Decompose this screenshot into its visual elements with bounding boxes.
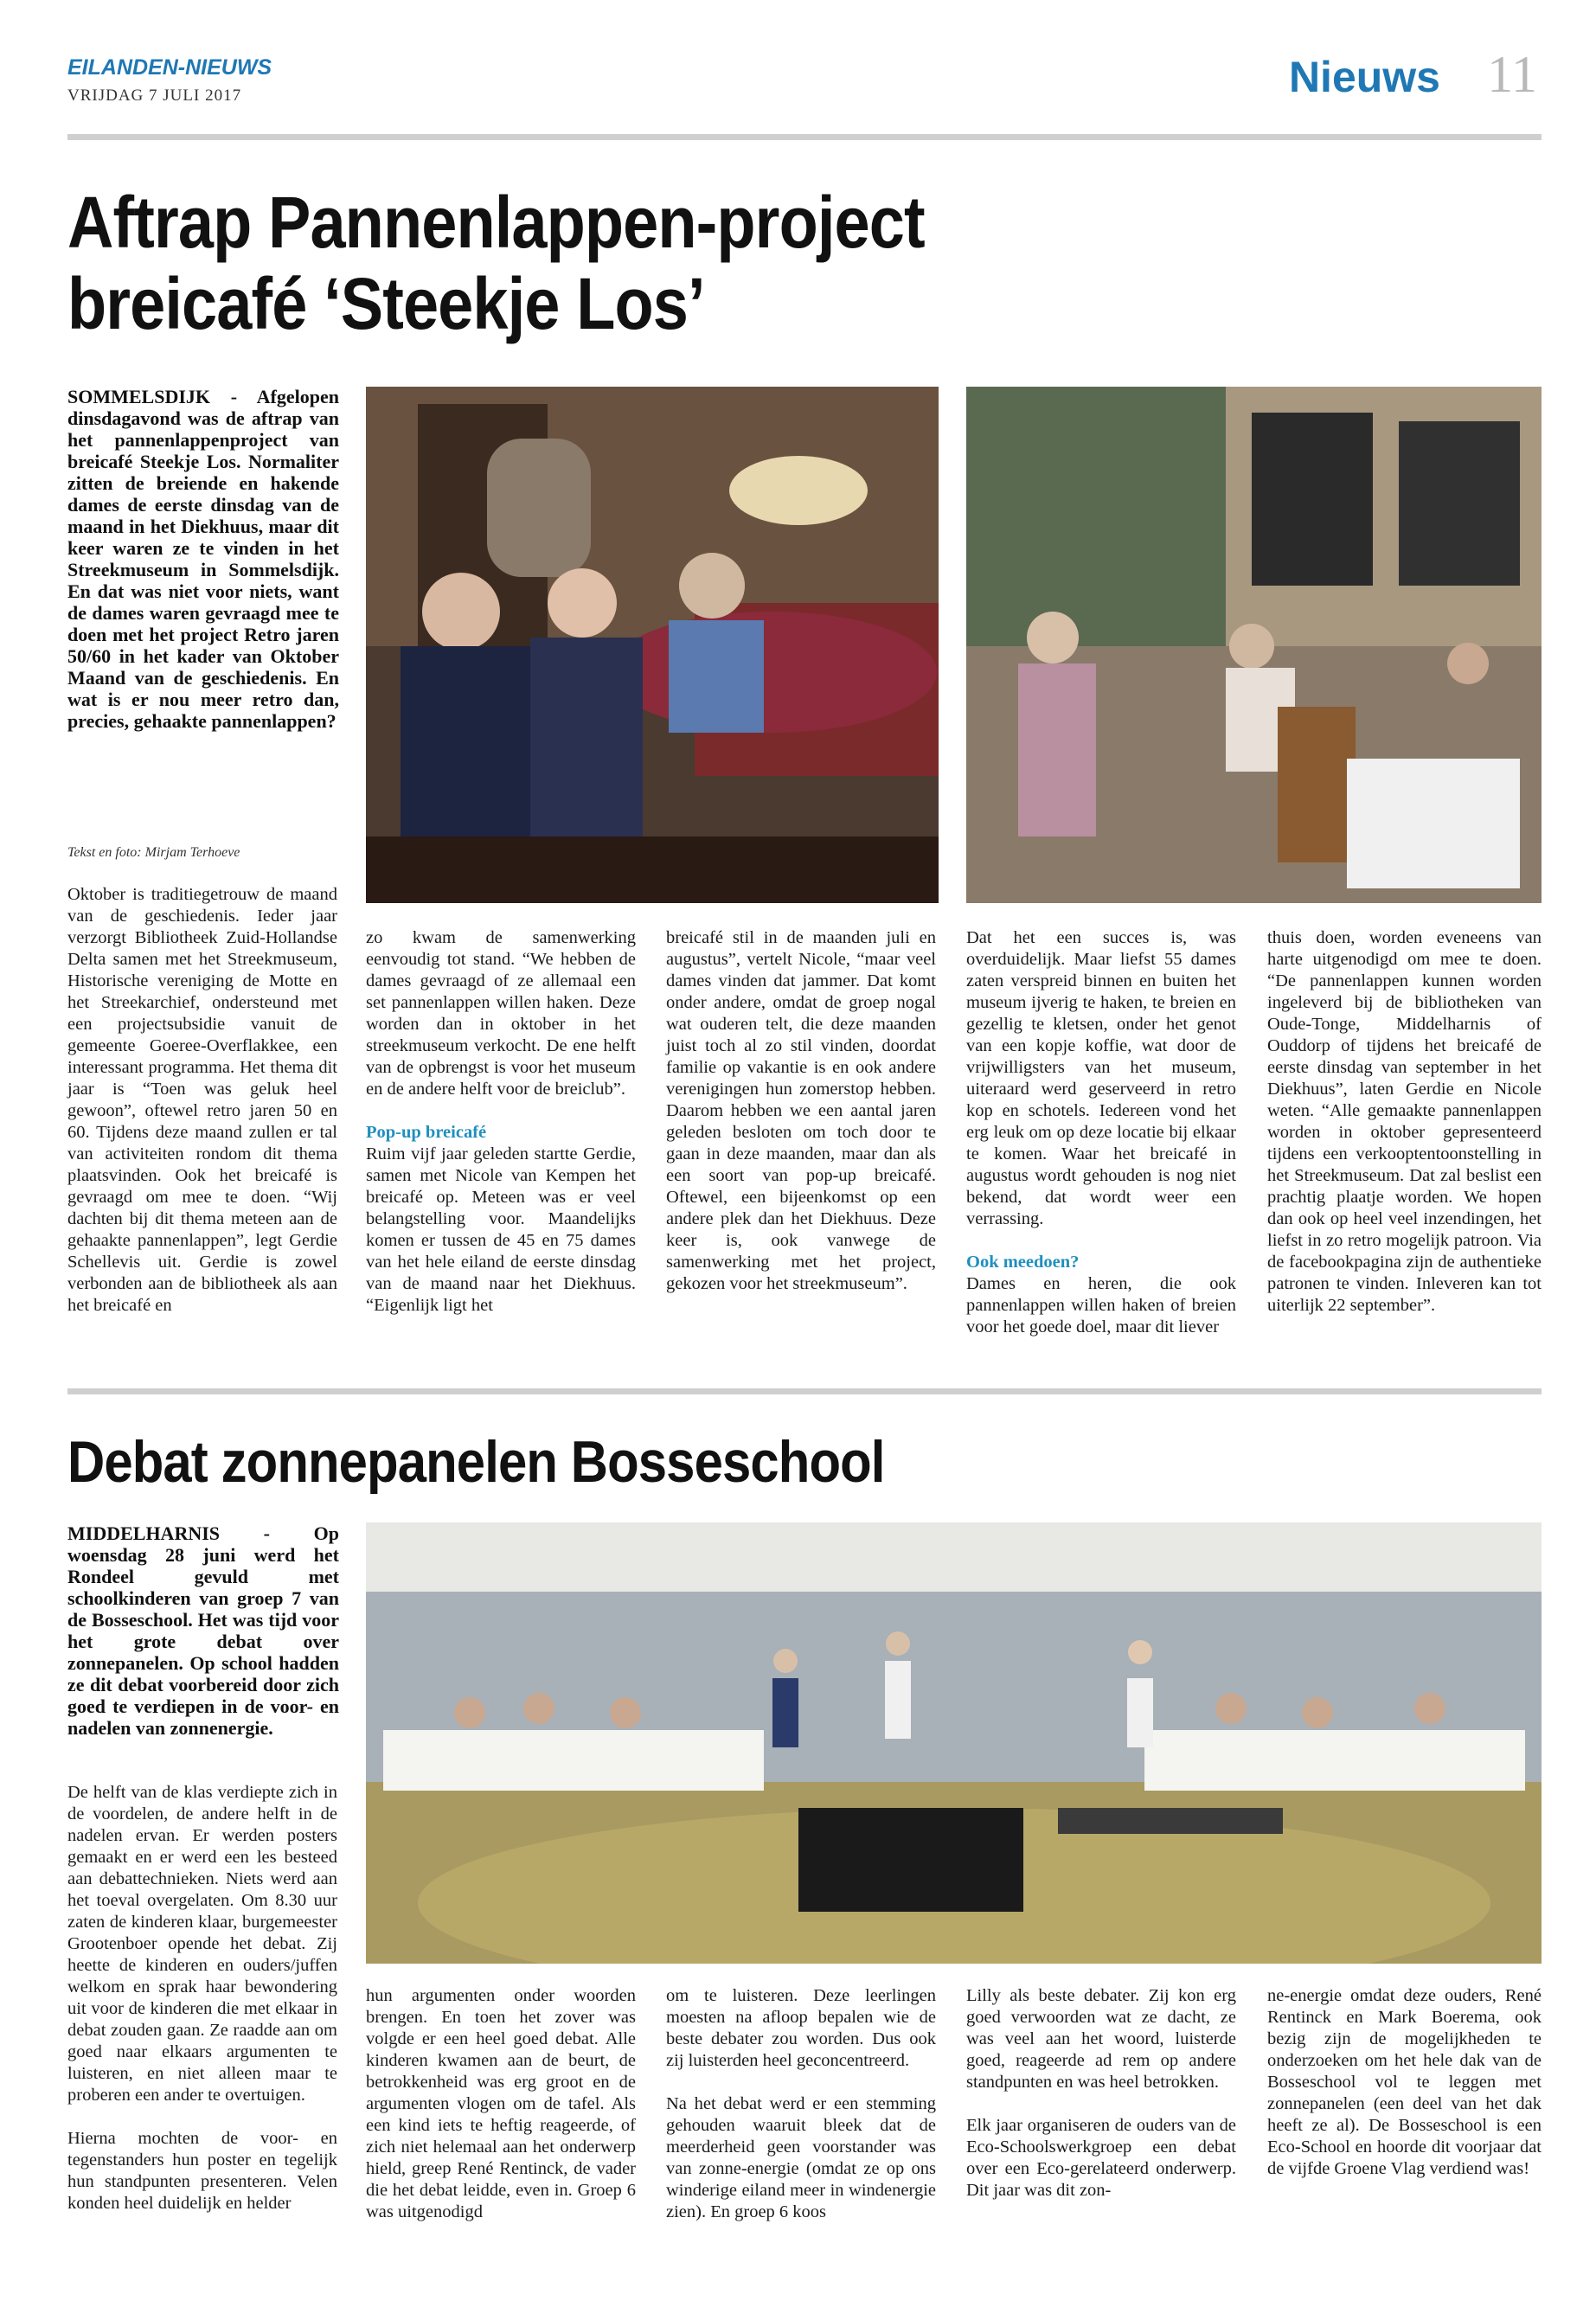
article2-lead: MIDDELHARNIS - Op woensdag 28 juni werd het Rondeel gevuld met schoolkinderen van groep 7 van de Bosseschool. Het was tijd voor het grote debat over zonnepanelen. Op school hadden ze dit debat voorbereid door zich goed te verdiepen in de voor- en nadelen van zonnenergie. — [67, 1522, 339, 1739]
article2-col3-text-b: Na het debat werd er een stemming gehouden waaruit bleek dat de meerderheid geen voorstander was van zonne-energie (omdat ze op ons winderige eiland meer in windenergie zien). En groep 6 koos — [666, 2094, 936, 2221]
article1-col1-text: Oktober is traditiegetrouw de maand van de geschiedenis. Ieder jaar verzorgt Bibliotheek Zuid-Hollandse Delta samen met het Streekmuseum, Historische vereniging de Motte en het Streekarchief, ondersteund met een projectsubsidie vanuit de gemeente Goeree-Overflakkee, een interessant programma. Het thema dit jaar is “Toen was geluk heel gewoon”, oftewel retro jaren 50 en 60. Tijdens deze maand zullen er tal van activiteiten rondom dit thema plaatsvinden. Ook het breicafé is gevraagd om mee te doen. “Wij dachten bij dit thema meteen aan de gehaakte pannenlappen”, legt Gerdie Schellevis uit. Gerdie is zowel verbonden aan de bibliotheek als aan het breicafé en — [67, 885, 337, 1315]
header-rule — [67, 134, 1542, 140]
article1-column-3 — [666, 927, 936, 1317]
article2-headline: Debat zonnepanelen Bosseschool — [67, 1429, 885, 1495]
article1-col3-text: breicafé stil in de maanden juli en augustus”, vertelt Nicole, “maar veel dames vinden dat jammer. Dat komt onder andere, omdat de groep nogal wat ouderen telt, die deze maanden juist toch al zo stil vinden, doordat familie op vakantie is en ook andere verenigingen hun zomerstop hebben. Daarom hebben we een aantal jaren geleden besloten om toch door te gaan in deze maanden, maar dan als een soort van pop-up breicafé. Oftewel, een bijeenkomst op een andere plek dan het Diekhuus. Deze keer is, ook vanwege de samenwerking met het project, gekozen voor het streekmuseum”. — [666, 928, 936, 1293]
issue-date: VRIJDAG 7 JULI 2017 — [67, 87, 242, 105]
article2-column-5 — [1267, 1985, 1542, 2202]
article2-column-2 — [366, 1985, 636, 2245]
article1-headline — [67, 182, 925, 344]
article2-col4-text-b: Elk jaar organiseren de ouders van de Eco-Schoolswerkgroep een debat over een Eco-gerelateerd onderwerp. Dit jaar was dit zon- — [966, 2116, 1236, 2200]
article1-col5-text: thuis doen, worden eveneens van harte uitgenodigd om mee te doen. “De pannenlappen kunnen worden ingeleverd bij de bibliotheken van Oude-Tonge, Middelharnis of Ouddorp of tijdens het breicafé de eerste dinsdag van september in het Diekhuus”, laten Gerdie en Nicole weten. “Alle gemaakte pannenlappen worden in oktober gepresenteerd tijdens een verkooptentoonstelling in het Streekmuseum. Dat zal beslist een prachtig plaatje worden. We hopen dan ook op heel veel inzendingen, het liefst in zo retro mogelijk patroon. Via de facebookpagina zijn de authentieke patronen te vinden. Inleveren kan tot uiterlijk 22 september”. — [1267, 928, 1542, 1315]
article1-col2-text-a: zo kwam de samenwerking eenvoudig tot stand. “We hebben de dames gevraagd of ze allemaal een set pannenlappen willen haken. Deze worden dan in oktober in het streekmuseum verkocht. De ene helft van de opbrengst is voor het museum en de andere helft voor de breiclub”. — [366, 928, 636, 1099]
article1-column-5 — [1267, 927, 1542, 1338]
article2-col4-text-a: Lilly als beste debater. Zij kon erg goed verwoorden wat ze dacht, ze was veel aan het woord, luisterde goed, reageerde ad rem op andere standpunten en was heel betrokken. — [966, 1986, 1236, 2092]
photo-debate — [366, 1522, 1542, 1964]
article-divider — [67, 1388, 1542, 1394]
photo-museum-interior — [366, 387, 939, 903]
article2-column-1 — [67, 1782, 337, 2236]
subhead-ook-meedoen: Ook meedoen? — [966, 1253, 1080, 1272]
photo-credit: Tekst en foto: Mirjam Terhoeve — [67, 845, 240, 860]
article1-col4-text-b: Dames en heren, die ook pannenlappen willen haken of breien voor het goede doel, maar dit liever — [966, 1274, 1236, 1336]
photo1-image — [366, 387, 939, 903]
article1-col4-text-a: Dat het een succes is, was overduidelijk. Maar liefst 55 dames zaten verspreid binnen en buiten het museum ijverig te haken, te breien en gezellig te kletsen, onder het genot van een kopje koffie, wat door de vrijwilligsters van het museum, uiteraard werd geserveerd in retro kop en schotels. Iedereen vond het erg leuk om op deze locatie bij elkaar te komen. Waar het breicafé in augustus wordt gehouden is nog niet bekend, dat wordt weer een verrassing. — [966, 928, 1236, 1228]
subhead-popup-breicafe: Pop-up breicafé — [366, 1123, 487, 1142]
article1-col2-text-b: Ruim vijf jaar geleden startte Gerdie, samen met Nicole van Kempen het breicafé op. Meteen was er veel belangstelling voor. Maandelijks komen er tussen de 45 en 75 dames van het hele eiland de eerste dinsdag van de maand naar het Diekhuus. “Eigenlijk ligt het — [366, 1144, 636, 1315]
masthead-logo: EILANDEN-NIEUWS — [67, 55, 272, 80]
article1-column-2 — [366, 927, 636, 1338]
photo3-image — [366, 1522, 1542, 1964]
article2-col1-text-a: De helft van de klas verdiepte zich in de voordelen, de andere helft in de nadelen ervan. Er werden posters gemaakt en er werd een les besteed aan debattechnieken. Niets werd aan het toeval overgelaten. Om 8.30 uur zaten de kinderen klaar, burgemeester Grootenboer opende het debat. Zij heette de kinderen en ouders/juffen welkom en sprak haar bewondering uit voor de kinderen die met elkaar in debat zouden gaan. Ze raadde aan om goed naar elkaars argumenten te luisteren, en niet alleen maar te proberen een ander te overtuigen. — [67, 1783, 337, 2105]
article2-col5-text: ne-energie omdat deze ouders, René Rentinck en Mark Boerema, ook bezig zijn de mogelijkheden te onderzoeken om het hele dak van de Bosseschool vol te leggen met zonnepanelen (een deel van het dak heeft ze al). De Bosseschool is een Eco-School en hoorde dit voorjaar dat de vijfde Groene Vlag verdiend was! — [1267, 1986, 1542, 2178]
page-number: 11 — [1487, 46, 1537, 103]
article2-col3-text-a: om te luisteren. Deze leerlingen moesten na afloop bepalen wie de beste debater zou worden. Dus ook zij luisterden heel geconcentreerd. — [666, 1986, 936, 2070]
article2-column-3 — [666, 1985, 936, 2245]
photo-courtyard — [966, 387, 1542, 903]
article1-column-4 — [966, 927, 1236, 1360]
photo2-image — [966, 387, 1542, 903]
article2-column-4 — [966, 1985, 1236, 2223]
headline-line-1: Aftrap Pannenlappen-project — [67, 182, 925, 263]
headline-line-2: breicafé ‘Steekje Los’ — [67, 263, 705, 344]
article1-column-1 — [67, 884, 337, 1338]
article2-col1-text-b: Hierna mochten de voor- en tegenstanders hun poster en tegelijk hun standpunten presenteren. Velen konden heel duidelijk en helder — [67, 2129, 337, 2213]
article1-lead: SOMMELSDIJK - Afgelopen dinsdagavond was de aftrap van het pannenlappenproject van breicafé Steekje Los. Normaliter zitten de breiende en hakende dames de eerste dinsdag van de maand in het Diekhuus, maar dit keer waren ze te vinden in het Streekmuseum in Sommelsdijk. En dat was niet voor niets, want de dames waren gevraagd mee te doen met het project Retro jaren 50/60 in het kader van Oktober Maand van de geschiedenis. En wat is er nou meer retro dan, precies, gehaakte pannenlappen? — [67, 386, 339, 732]
section-title: Nieuws — [1288, 53, 1440, 101]
article2-col2-text: hun argumenten onder woorden brengen. En toen het zover was volgde er een heel goed debat. Alle kinderen kwamen aan de beurt, de betrokkenheid was erg groot en de argumenten vlogen om de tafel. Als een kind iets te heftig reageerde, of zich niet helemaal aan het onderwerp hield, greep René Rentinck, de vader die het debat leidde, even in. Groep 6 was uitgenodigd — [366, 1986, 636, 2221]
